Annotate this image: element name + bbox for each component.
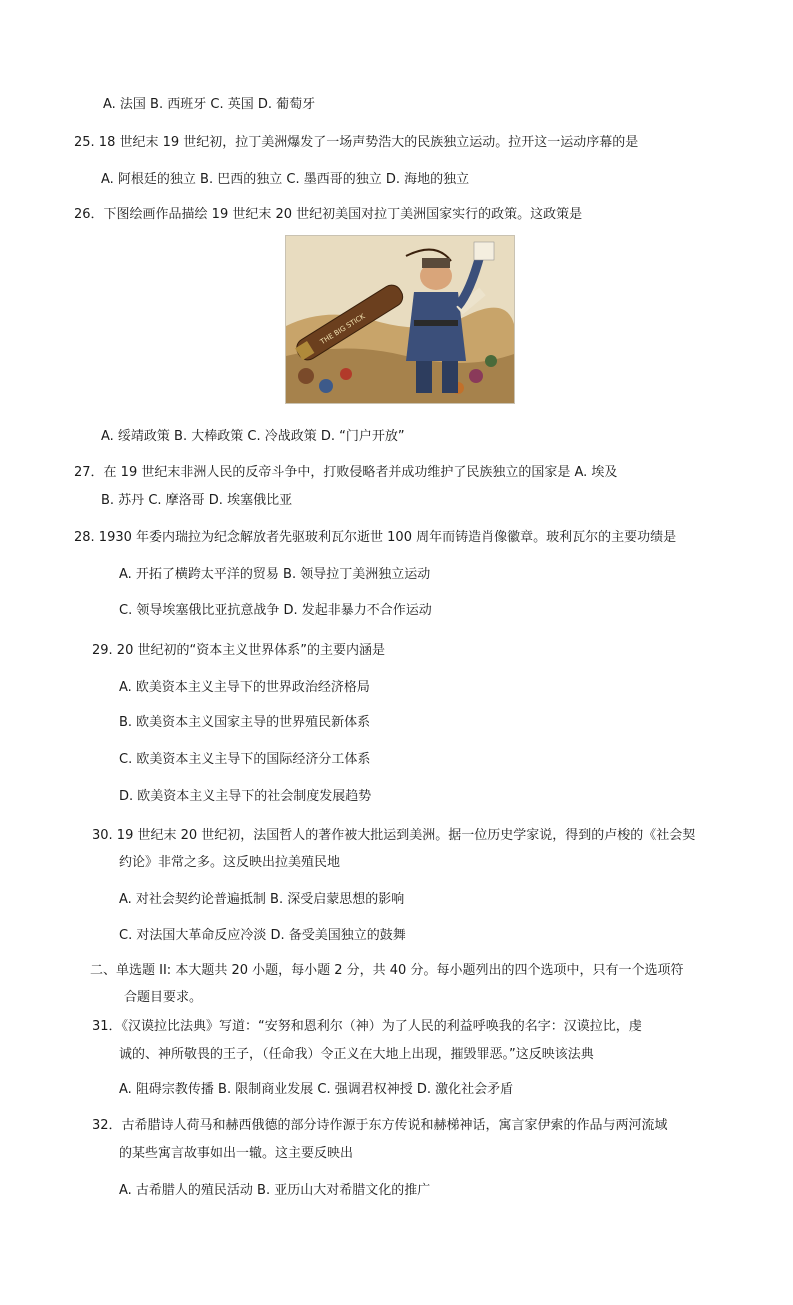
big-stick-label: THE BIG STICK [318,312,367,347]
q31-stem-line1: 31．《汉谟拉比法典》写道：“安努和恩利尔（神）为了人民的利益呼唤我的名字：汉谟拉比，虔 [92,1019,642,1034]
q27-stem-line1: 27．在 19 世纪末非洲人民的反帝斗争中，打败侵略者并成功维护了民族独立的国家是 A. 埃及 [74,465,618,480]
q32-stem-line1: 32．古希腊诗人荷马和赫西俄德的部分诗作源于东方传说和赫梯神话，寓言家伊索的作品与两河流域 [92,1118,668,1133]
q29-option-d: D. 欧美资本主义主导下的社会制度发展趋势 [119,789,372,804]
q31-options: A. 阻碍宗教传播 B. 限制商业发展 C. 强调君权神授 D. 激化社会矛盾 [119,1082,514,1097]
q29-option-c: C. 欧美资本主义主导下的国际经济分工体系 [119,752,371,767]
q32-options: A. 古希腊人的殖民活动 B. 亚历山大对希腊文化的推广 [119,1183,431,1198]
q30-options-line2: C. 对法国大革命反应冷淡 D. 备受美国独立的鼓舞 [119,928,406,943]
q29-stem: 29. 20 世纪初的“资本主义世界体系”的主要内涵是 [92,643,385,658]
q32-stem-line2: 的某些寓言故事如出一辙。这主要反映出 [119,1146,354,1161]
section2-heading-line2: 合题目要求。 [124,990,203,1005]
q30-options-line1: A. 对社会契约论普遍抵制 B. 深受启蒙思想的影响 [119,892,405,907]
q28-options-line2: C. 领导埃塞俄比亚抗意战争 D. 发起非暴力不合作运动 [119,603,432,618]
q30-stem-line2: 约论》非常之多。这反映出拉美殖民地 [119,855,341,870]
q28-stem: 28. 1930 年委内瑞拉为纪念解放者先驱玻利瓦尔逝世 100 周年而铸造肖像徽章。玻利瓦尔的主要功绩是 [74,530,677,545]
q30-stem-line1: 30. 19 世纪末 20 世纪初，法国哲人的著作被大批运到美洲。据一位历史学家说，得到的卢梭的《社会契 [92,828,696,843]
q27-stem-line2: B. 苏丹 C. 摩洛哥 D. 埃塞俄比亚 [101,493,293,508]
q29-option-a: A. 欧美资本主义主导下的世界政治经济格局 [119,680,370,695]
q26-options: A. 绥靖政策 B. 大棒政策 C. 冷战政策 D. “门户开放” [101,429,405,444]
q28-options-line1: A. 开拓了横跨太平洋的贸易 B. 领导拉丁美洲独立运动 [119,567,431,582]
q26-stem: 26．下图绘画作品描绘 19 世纪末 20 世纪初美国对拉丁美洲国家实行的政策。这政策是 [74,207,583,222]
q25-stem: 25. 18 世纪末 19 世纪初，拉丁美洲爆发了一场声势浩大的民族独立运动。拉开这一运动序幕的是 [74,135,639,150]
big-stick-cartoon [285,235,515,404]
section2-heading-line1: 二、单选题 II: 本大题共 20 小题，每小题 2 分，共 40 分。每小题列出的四个选项中，只有一个选项符 [90,963,684,978]
cartoon-illustration [286,236,514,403]
q24-options: A. 法国 B. 西班牙 C. 英国 D. 葡萄牙 [103,97,316,112]
q29-option-b: B. 欧美资本主义国家主导的世界殖民新体系 [119,715,371,730]
q31-stem-line2: 诚的、神所敬畏的王子，（任命我）令正义在大地上出现，摧毁罪恶。”这反映该法典 [119,1047,594,1062]
q25-options: A. 阿根廷的独立 B. 巴西的独立 C. 墨西哥的独立 D. 海地的独立 [101,172,470,187]
